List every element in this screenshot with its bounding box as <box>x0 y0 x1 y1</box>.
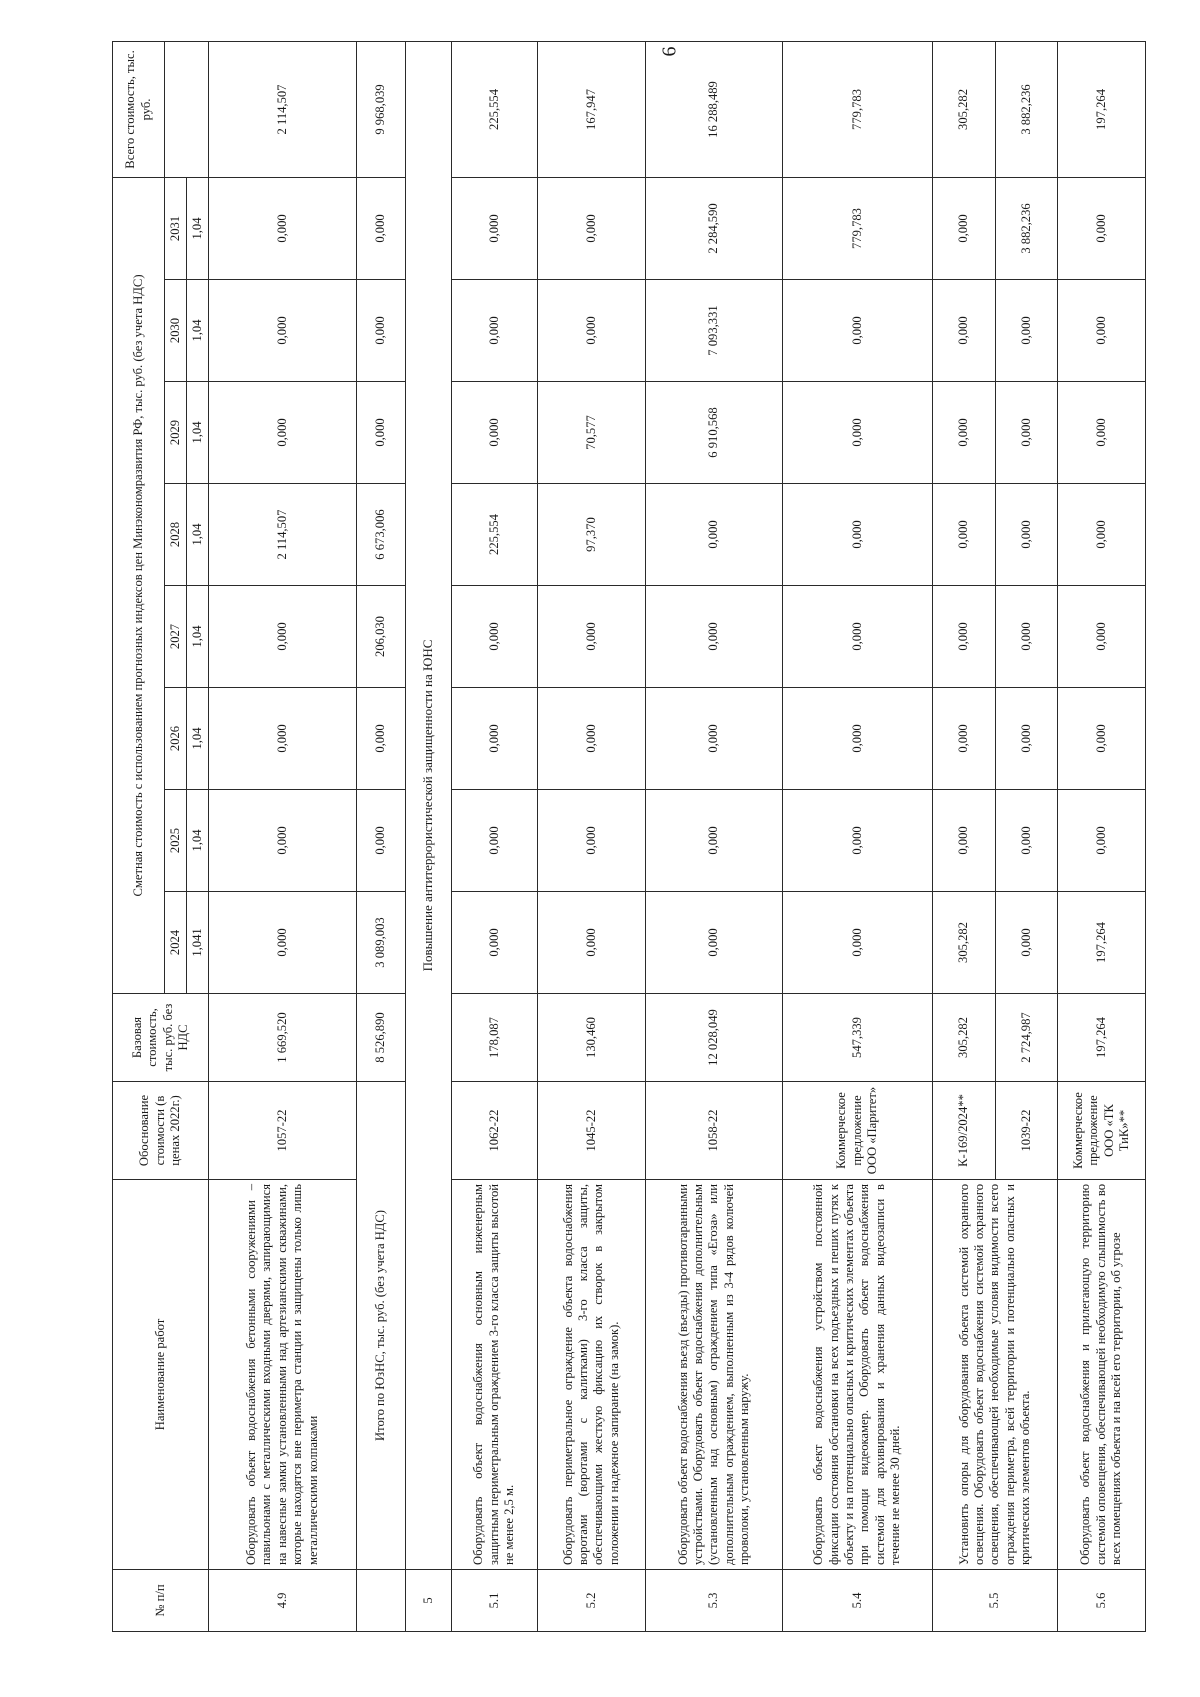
row-value: 0,000 <box>995 688 1057 790</box>
row-value: 6 673,006 <box>357 484 406 586</box>
table-row-5-2 <box>537 41 646 1631</box>
row-value: 2 114,507 <box>209 484 357 586</box>
row-num: 5.4 <box>782 1570 932 1632</box>
row-value: 0,000 <box>451 586 537 688</box>
header-index: 1,04 <box>187 790 209 892</box>
row-value: 0,000 <box>782 484 932 586</box>
header-year: 2027 <box>165 586 187 688</box>
row-value: 0,000 <box>209 382 357 484</box>
row-value: 7 093,331 <box>646 280 783 382</box>
row-total: 2 114,507 <box>209 41 357 177</box>
row-value: 97,370 <box>537 484 646 586</box>
row-value: 0,000 <box>209 280 357 382</box>
row-num-empty <box>357 1570 406 1632</box>
row-value: 0,000 <box>537 177 646 279</box>
row-value: 225,554 <box>451 484 537 586</box>
row-total: 197,264 <box>1058 41 1146 177</box>
header-num: № п/п <box>113 1570 209 1632</box>
row-value: 0,000 <box>209 790 357 892</box>
row-value: 0,000 <box>646 892 783 994</box>
row-value: 0,000 <box>995 280 1057 382</box>
header-year: 2028 <box>165 484 187 586</box>
row-value: 0,000 <box>933 280 995 382</box>
row-base-cost: 8 526,890 <box>357 994 406 1082</box>
table-row-5-3 <box>646 41 783 1631</box>
header-year: 2031 <box>165 177 187 279</box>
row-basis: 1045-22 <box>537 1082 646 1180</box>
row-value: 0,000 <box>451 688 537 790</box>
row-value: 305,282 <box>933 892 995 994</box>
row-name: Оборудовать объект водоснабжения основным инженерным защитным периметральным ограждением 3-го класса защиты высотой не менее 2,5 м. <box>451 1180 537 1570</box>
row-value: 6 910,568 <box>646 382 783 484</box>
row-num: 5.2 <box>537 1570 646 1632</box>
header-estimate: Сметная стоимость с использованием прогнозных индексов цен Минэкономразвития РФ, тыс. руб. (без учета НДС) <box>113 177 165 993</box>
row-basis: 1058-22 <box>646 1082 783 1180</box>
row-value: 0,000 <box>451 177 537 279</box>
row-value: 0,000 <box>782 892 932 994</box>
row-value: 0,000 <box>209 586 357 688</box>
row-name: Оборудовать объект водоснабжения и прилегающую территорию системой оповещения, обеспечивающей необходимую слышимость во всех помещениях объекта и на всей его территории, об угрозе <box>1058 1180 1146 1570</box>
table-row-5-5 <box>933 41 995 1631</box>
row-value: 0,000 <box>537 280 646 382</box>
table-row-5-4 <box>782 41 932 1631</box>
header-year: 2024 <box>165 892 187 994</box>
row-value: 0,000 <box>995 586 1057 688</box>
row-value: 3 882,236 <box>995 177 1057 279</box>
row-value: 0,000 <box>646 484 783 586</box>
row-num: 5.6 <box>1058 1570 1146 1632</box>
row-basis: 1039-22 <box>995 1082 1057 1180</box>
table-row-subtotal <box>357 41 406 1631</box>
row-total: 9 968,039 <box>357 41 406 177</box>
row-basis: Коммерческое предложение ООО «Паритет» <box>782 1082 932 1180</box>
row-value: 0,000 <box>782 382 932 484</box>
row-base-cost: 178,087 <box>451 994 537 1082</box>
row-base-cost: 2 724,987 <box>995 994 1057 1082</box>
row-value: 2 284,590 <box>646 177 783 279</box>
header-year: 2025 <box>165 790 187 892</box>
rotated-table-wrapper <box>112 42 1146 1632</box>
header-year: 2026 <box>165 688 187 790</box>
row-value: 0,000 <box>646 688 783 790</box>
row-value: 0,000 <box>537 892 646 994</box>
row-total: 225,554 <box>451 41 537 177</box>
header-index: 1,04 <box>187 688 209 790</box>
row-value: 0,000 <box>782 688 932 790</box>
row-base-cost: 197,264 <box>1058 994 1146 1082</box>
row-value: 0,000 <box>995 892 1057 994</box>
row-value: 0,000 <box>357 382 406 484</box>
row-base-cost: 547,339 <box>782 994 932 1082</box>
cost-estimate-table <box>112 41 1146 1632</box>
header-year: 2029 <box>165 382 187 484</box>
row-value: 0,000 <box>782 790 932 892</box>
header-basis: Обоснование стоимости (в ценах 2022г.) <box>113 1082 209 1180</box>
row-num: 5.3 <box>646 1570 783 1632</box>
header-index: 1,041 <box>187 892 209 994</box>
row-value: 0,000 <box>782 586 932 688</box>
section-row-5 <box>405 41 451 1631</box>
row-value: 779,783 <box>782 177 932 279</box>
row-value: 0,000 <box>995 790 1057 892</box>
table-row-4-9 <box>209 41 357 1631</box>
page-number: 6 <box>658 46 681 57</box>
table-row-5-1 <box>451 41 537 1631</box>
subtotal-label: Итого по ЮзНС, тыс. руб. (без учета НДС) <box>357 1082 406 1570</box>
row-num: 5.1 <box>451 1570 537 1632</box>
row-value: 0,000 <box>209 892 357 994</box>
row-total: 779,783 <box>782 41 932 177</box>
table-container <box>112 42 1146 1632</box>
header-total-empty <box>165 41 209 177</box>
row-value: 0,000 <box>1058 688 1146 790</box>
row-basis: 1057-22 <box>209 1082 357 1180</box>
row-value: 0,000 <box>933 382 995 484</box>
section-num: 5 <box>405 1570 451 1632</box>
row-basis: Коммерческое предложение ООО «ТК ТиК»** <box>1058 1082 1146 1180</box>
row-value: 0,000 <box>357 280 406 382</box>
row-value: 0,000 <box>451 280 537 382</box>
header-index: 1,04 <box>187 280 209 382</box>
row-value: 0,000 <box>933 586 995 688</box>
header-index: 1,04 <box>187 177 209 279</box>
row-num: 4.9 <box>209 1570 357 1632</box>
row-total: 305,282 <box>933 41 995 177</box>
row-value: 0,000 <box>933 688 995 790</box>
row-total: 167,947 <box>537 41 646 177</box>
header-index: 1,04 <box>187 484 209 586</box>
row-value: 0,000 <box>1058 280 1146 382</box>
row-value: 70,577 <box>537 382 646 484</box>
row-value: 0,000 <box>357 790 406 892</box>
row-value: 0,000 <box>933 484 995 586</box>
row-base-cost: 1 669,520 <box>209 994 357 1082</box>
row-value: 3 089,003 <box>357 892 406 994</box>
row-base-cost: 130,460 <box>537 994 646 1082</box>
row-num: 5.5 <box>933 1570 1058 1632</box>
row-value: 0,000 <box>357 177 406 279</box>
row-basis: 1062-22 <box>451 1082 537 1180</box>
row-value: 0,000 <box>1058 790 1146 892</box>
row-value: 197,264 <box>1058 892 1146 994</box>
row-value: 0,000 <box>451 382 537 484</box>
row-value: 0,000 <box>933 790 995 892</box>
row-basis: К-169/2024** <box>933 1082 995 1180</box>
row-name: Оборудовать периметральное ограждение объекта водоснабжения воротами (воротами с калитками) 3-го класса защиты, обеспечивающими жесткую фиксацию их створок в закрытом положении и надежное запирание (на замок). <box>537 1180 646 1570</box>
row-value: 0,000 <box>782 280 932 382</box>
section-title: Повышение антитеррористической защищенности на ЮНС <box>405 41 451 1569</box>
row-value: 0,000 <box>646 790 783 892</box>
row-value: 0,000 <box>933 177 995 279</box>
row-value: 0,000 <box>646 586 783 688</box>
header-index: 1,04 <box>187 382 209 484</box>
row-total: 3 882,236 <box>995 41 1057 177</box>
row-name: Оборудовать объект водоснабжения въезд (въезды) противотаранными устройствами. Оборудовать объект водоснабжения дополнительным (установленным над основным) ограждением типа «Егоза» или дополнительным ограждением, выполненным из 3-4 рядов колючей проволоки, установленным наружу. <box>646 1180 783 1570</box>
row-value: 0,000 <box>209 688 357 790</box>
row-value: 0,000 <box>995 484 1057 586</box>
row-name: Оборудовать объект водоснабжения бетонными сооружениями – павильонами с металлическими входными дверями, запирающимися на навесные замки установленными над артезианскими скважинами, которые находятся вне периметра станции и защищены только лишь металлическими колпаками <box>209 1180 357 1570</box>
row-value: 0,000 <box>451 790 537 892</box>
row-base-cost: 305,282 <box>933 994 995 1082</box>
header-total: Всего стоимость, тыс. руб. <box>113 41 165 177</box>
row-value: 0,000 <box>995 382 1057 484</box>
header-base-cost: Базовая стоимость, тыс. руб. без НДС <box>113 994 209 1082</box>
row-value: 0,000 <box>357 688 406 790</box>
row-value: 0,000 <box>1058 177 1146 279</box>
header-index: 1,04 <box>187 586 209 688</box>
row-value: 0,000 <box>1058 382 1146 484</box>
header-row-1 <box>113 41 165 1631</box>
row-value: 0,000 <box>1058 586 1146 688</box>
row-value: 0,000 <box>1058 484 1146 586</box>
row-base-cost: 12 028,049 <box>646 994 783 1082</box>
row-value: 206,030 <box>357 586 406 688</box>
row-total: 16 288,489 <box>646 41 783 177</box>
row-value: 0,000 <box>537 790 646 892</box>
table-row-5-6 <box>1058 41 1146 1631</box>
header-year: 2030 <box>165 280 187 382</box>
row-value: 0,000 <box>537 586 646 688</box>
row-value: 0,000 <box>451 892 537 994</box>
row-name: Установить опоры для оборудования объекта системой охранного освещения. Оборудовать объект водоснабжения системой охранного освещения, обеспечивающей необходимые условия видимости всего ограждения периметра, всей территории и потенциально опасных и критических элементов объекта. <box>933 1180 1058 1570</box>
row-name: Оборудовать объект водоснабжения устройством постоянной фиксации состояния обстановки на всех подъездных и пеших путях к объекту и на потенциально опасных и критических элементах объекта при помощи видеокамер. Оборудовать объект водоснабжения системой для архивирования и хранения данных видеозаписи в течение не менее 30 дней. <box>782 1180 932 1570</box>
row-value: 0,000 <box>537 688 646 790</box>
row-value: 0,000 <box>209 177 357 279</box>
header-name: Наименование работ <box>113 1180 209 1570</box>
